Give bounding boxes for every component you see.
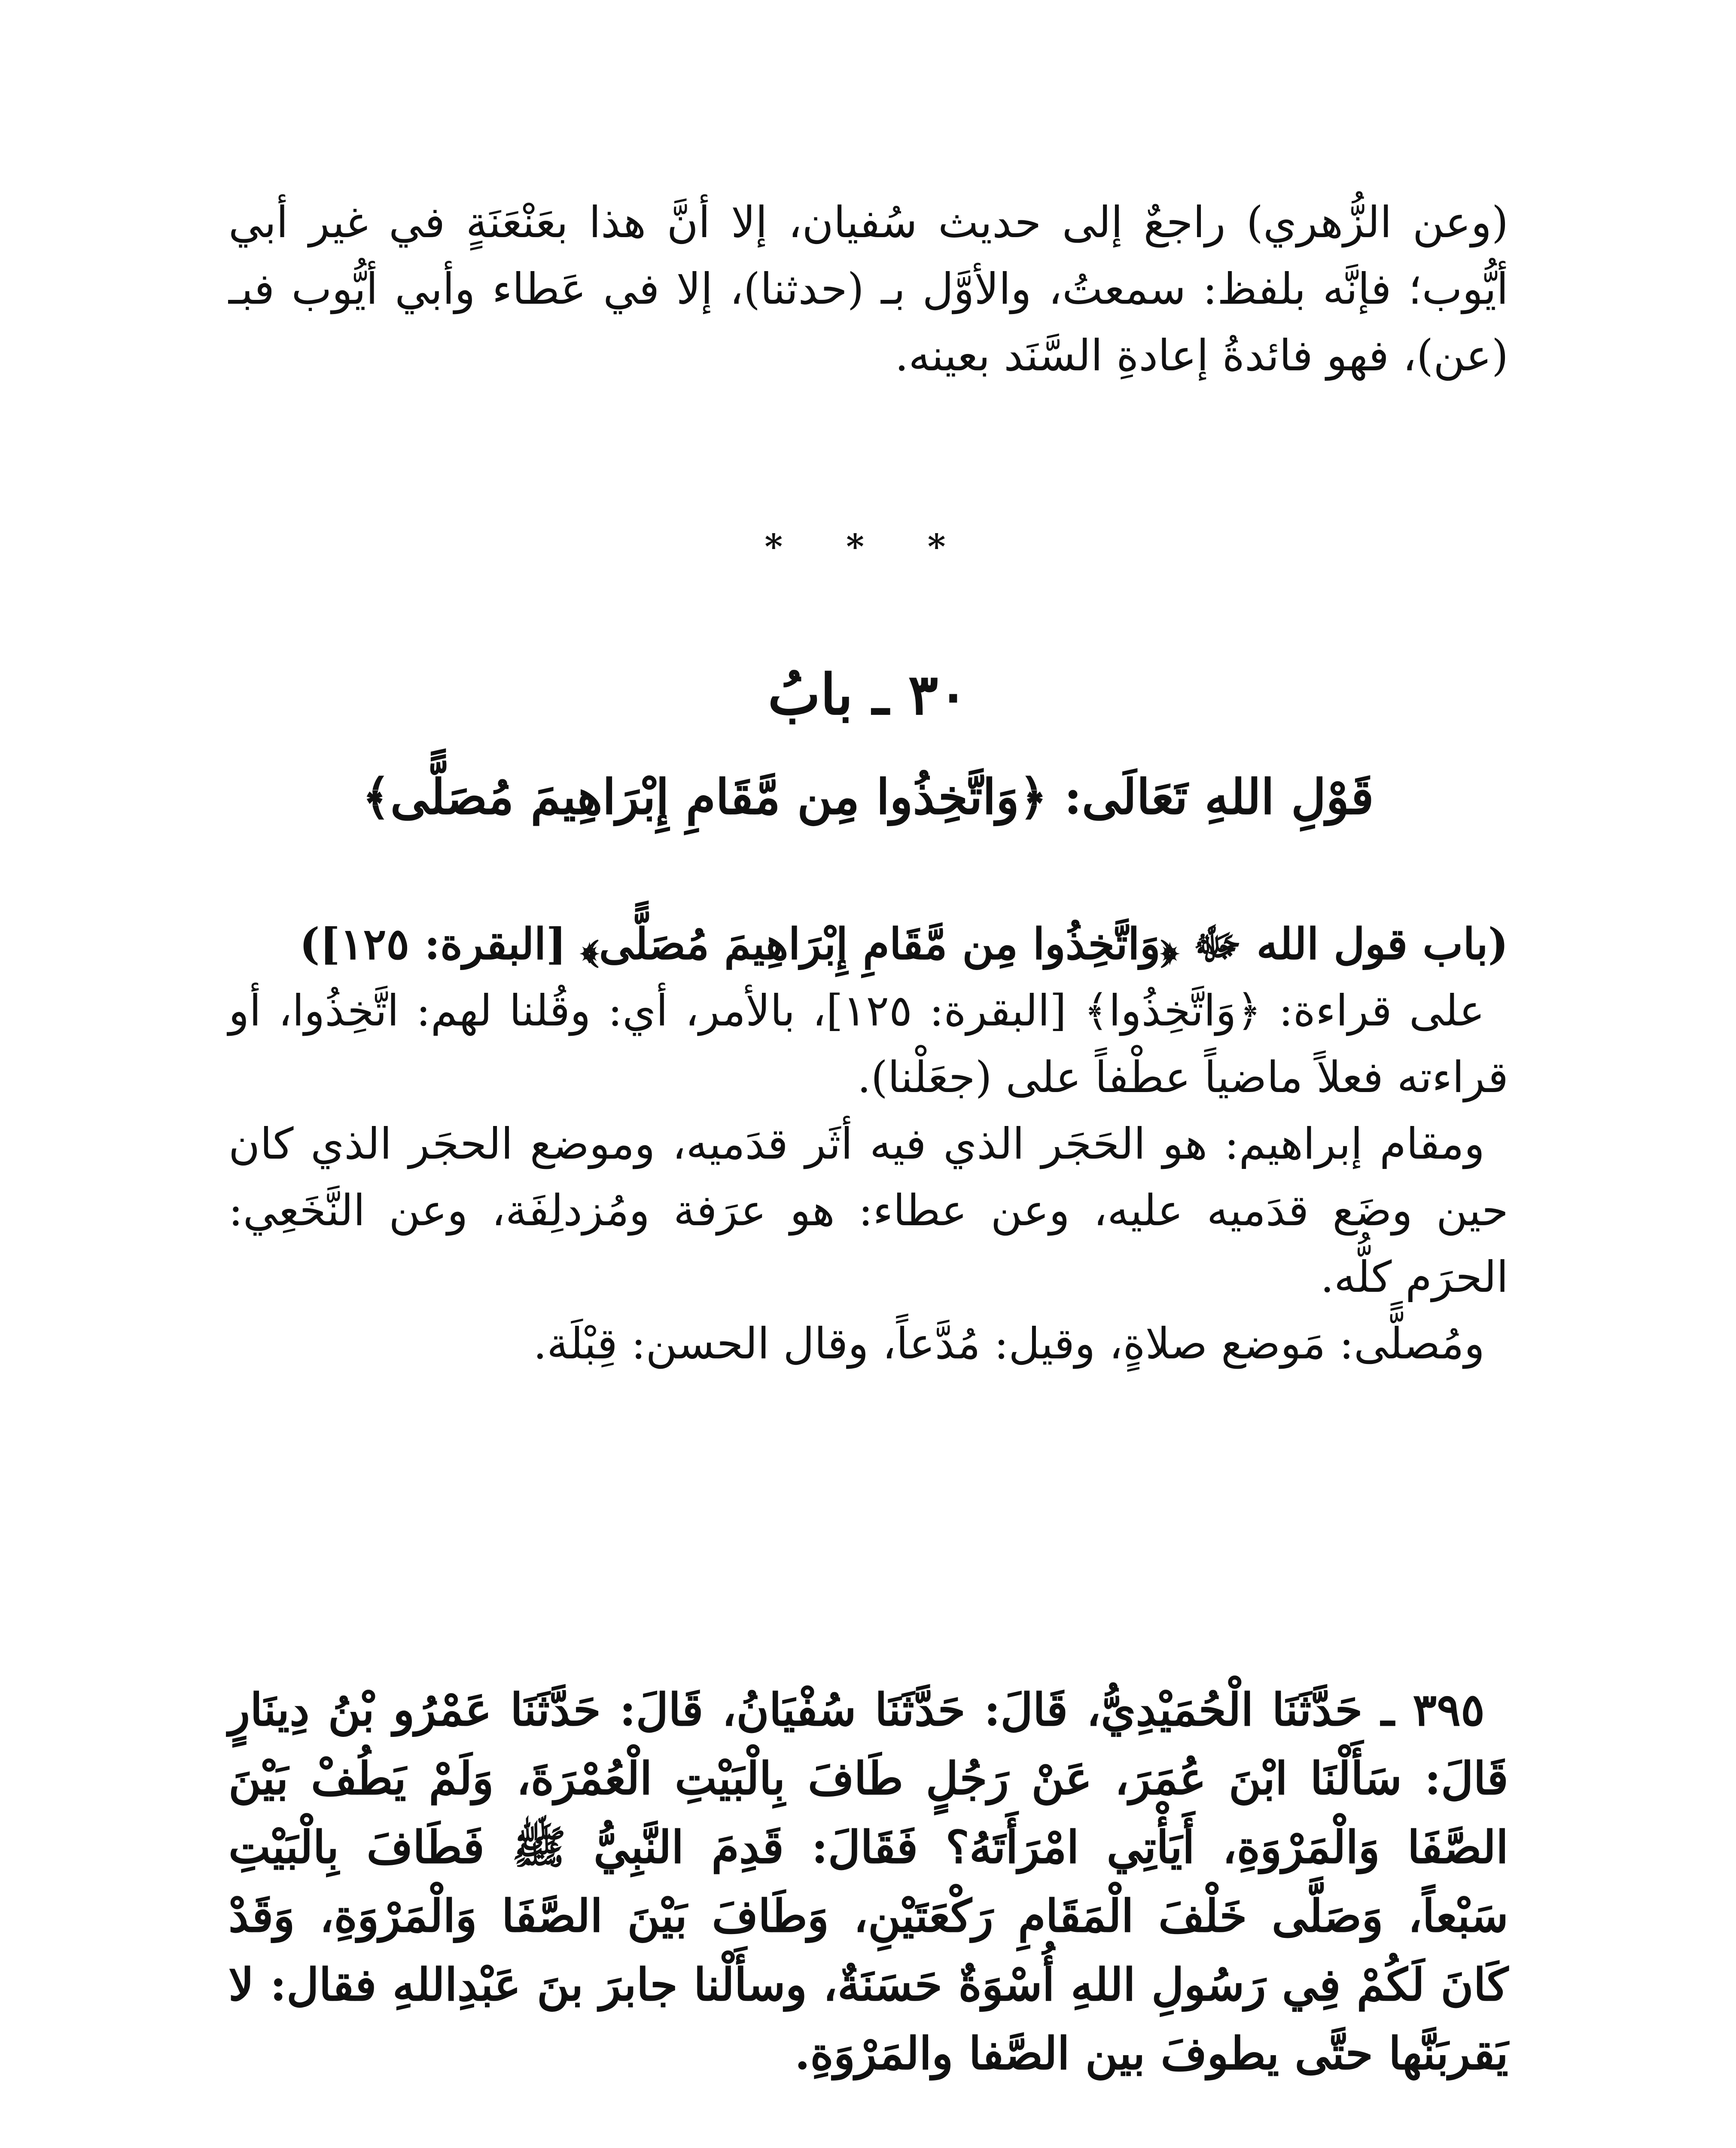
section-separator: * * * xyxy=(764,526,972,567)
intro-paragraph: (وعن الزُّهري) راجعٌ إلى حديث سُفيان، إلا أنَّ هذا بعَنْعَنَةٍ في غير أبي أيُّوب؛ فإنَّه بلفظ: سمعتُ، والأوَّل بـ (حدثنا)، إلا في عَطاء وأبي أيُّوب فبـ (عن)، فهو فائدةُ إعادةِ السَّنَد بعينه. xyxy=(228,197,1508,381)
explanation-paragraph-heading: (باب قول الله ﷻ ﴿وَاتَّخِذُوا مِن مَّقَامِ إِبْرَاهِيمَ مُصَلًّى﴾ [البقرة: ١٢٥]) xyxy=(299,918,1508,969)
explanation-paragraph: على قراءة: ﴿وَاتَّخِذُوا﴾ [البقرة: ١٢٥]، بالأمر، أي: وقُلنا لهم: اتَّخِذُوا، أو قراءته فعلاً ماضياً عطْفاً على (جعَلْنا). xyxy=(228,986,1508,1102)
intro-section xyxy=(228,189,1508,389)
explanation-paragraph: ومُصلًّى: مَوضع صلاةٍ، وقيل: مُدَّعاً، وقال الحسن: قِبْلَة. xyxy=(533,1318,1485,1369)
hadith-text: ٣٩٥ ـ حَدَّثَنَا الْحُمَيْدِيُّ، قَالَ: حَدَّثَنَا سُفْيَانُ، قَالَ: حَدَّثَنَا عَمْرُو بْنُ دِينَارٍ قَالَ: سَأَلْنَا ابْنَ عُمَرَ، عَنْ رَجُلٍ طَافَ بِالْبَيْتِ الْعُمْرَةَ، وَلَمْ يَطُفْ بَيْنَ الصَّفَا وَالْمَرْوَةِ، أَيَأْتِي امْرَأَتَهُ؟ فَقَالَ: قَدِمَ النَّبِيُّ ﷺ فَطَافَ بِالْبَيْتِ سَبْعاً، وَصَلَّى خَلْفَ الْمَقَامِ رَكْعَتَيْنِ، وَطَافَ بَيْنَ الصَّفَا وَالْمَرْوَةِ، وَقَدْ كَانَ لَكُمْ فِي رَسُولِ اللهِ أُسْوَةٌ حَسَنَةٌ، وسأَلْنا جابرَ بنَ عَبْدِاللهِ فقال: لا يَقربَنَّها حتَّى يطوفَ بين الصَّفا والمَرْوَةِ. xyxy=(228,1683,1508,2080)
explanation-section xyxy=(228,911,1508,1377)
chapter-title: قَوْلِ اللهِ تَعَالَى: ﴿وَاتَّخِذُوا مِن مَّقَامِ إِبْرَاهِيمَ مُصَلًّى﴾ xyxy=(362,769,1374,825)
hadith-section xyxy=(228,1675,1508,2088)
explanation-paragraph: ومقام إبراهيم: هو الحَجَر الذي فيه أثَر قدَميه، وموضع الحجَر الذي كان حين وضَع قدَميه عليه، وعن عطاء: هو عرَفة ومُزدلِفَة، وعن النَّخَعِي: الحرَم كلُّه. xyxy=(228,1119,1508,1302)
chapter-number: ٣٠ ـ بابُ xyxy=(767,662,969,727)
